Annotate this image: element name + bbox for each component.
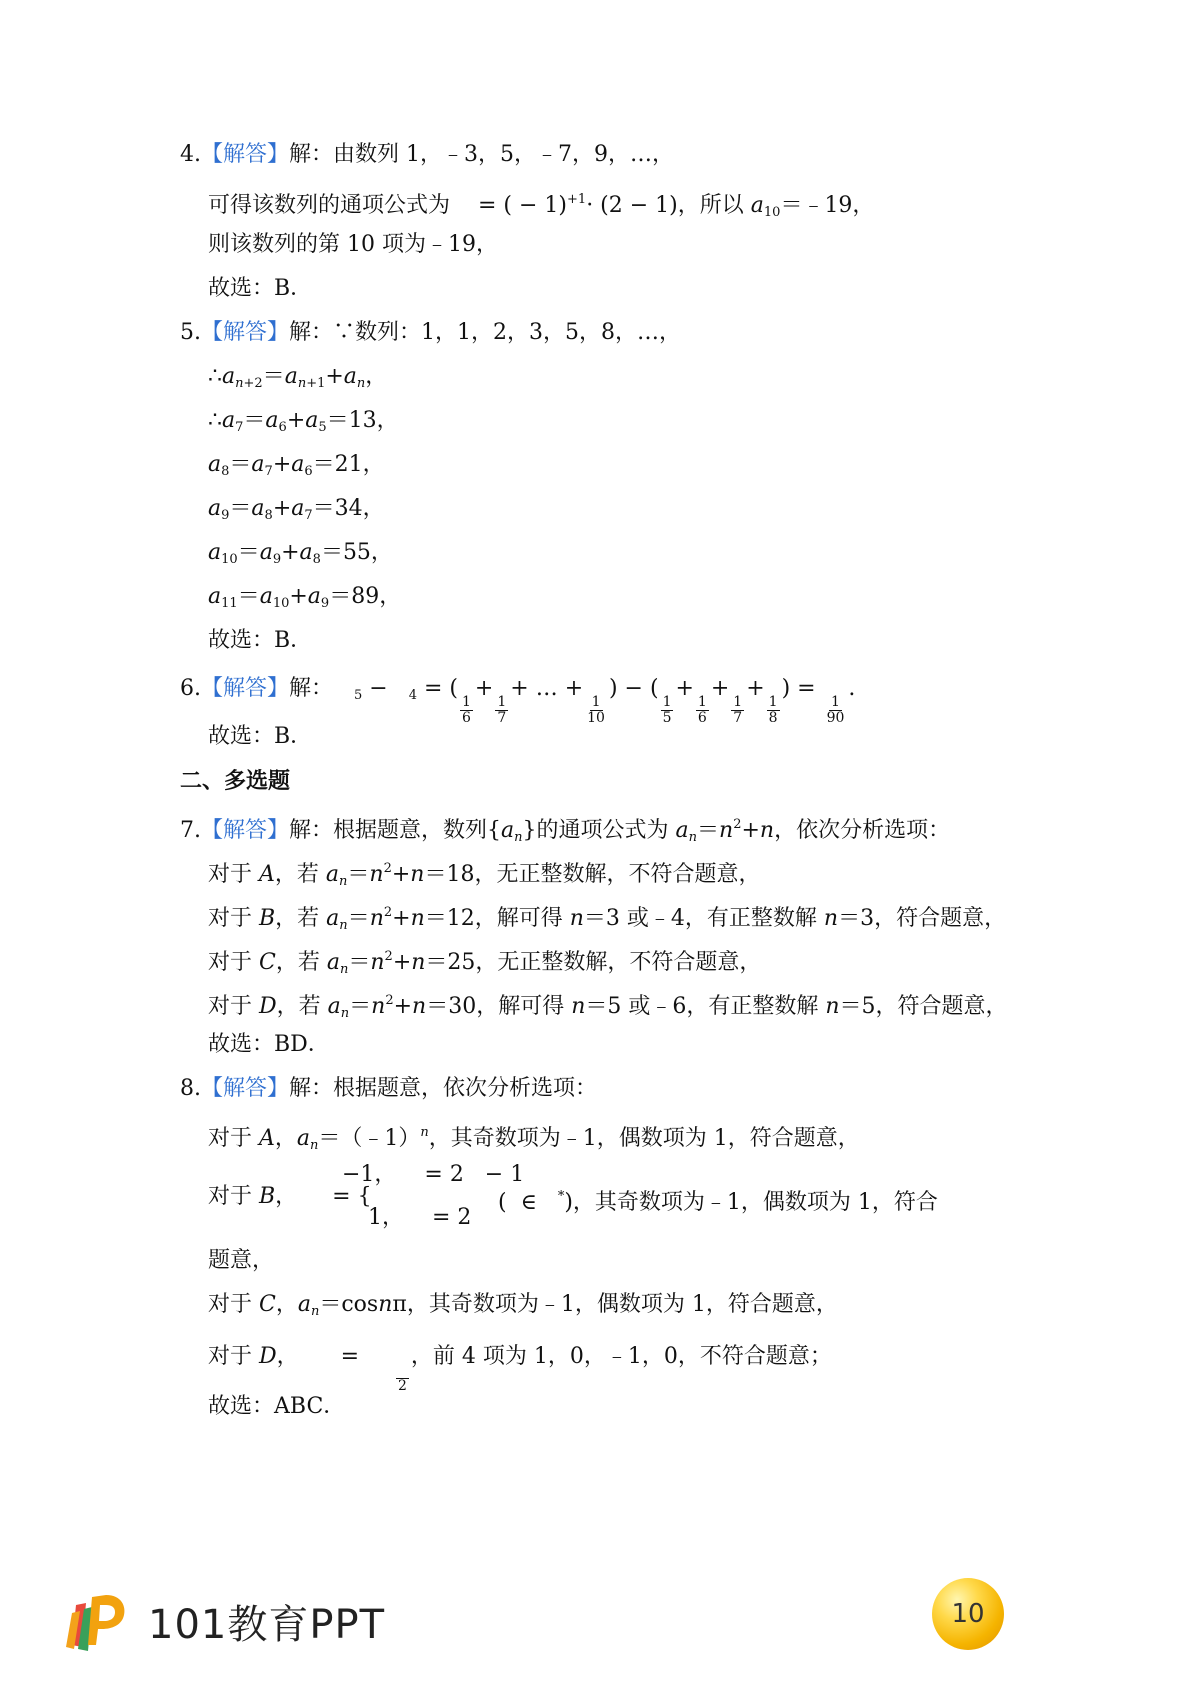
- q5-line-6: $a_{10}=a_9+a_8=55$，: [208, 540, 393, 567]
- q8-option-b-cont: 题意，: [208, 1248, 275, 1273]
- q4-text-2e: ＝﹣19，: [780, 193, 875, 218]
- q4-text-1: 解：由数列 1，﹣3，5，﹣7，9，…，: [289, 142, 674, 167]
- q8-piece-1: −1， = 2 − 1: [342, 1162, 525, 1187]
- q8-option-b: 对于 B， = {: [208, 1184, 372, 1209]
- brand-logo-icon: [62, 1585, 132, 1655]
- q5-line-2: $\therefore a_{n+2}=a_{n+1}+a_n$，: [208, 364, 388, 391]
- q8-number: 8.: [180, 1076, 201, 1101]
- q8-tag: 【解答】: [201, 1076, 290, 1101]
- q4-tag: 【解答】: [201, 142, 290, 167]
- q7-number: 7.: [180, 818, 201, 843]
- q5-line-3: $\therefore a_7=a_6+a_5=13$，: [208, 408, 399, 435]
- q8-option-a: 对于 A，$a_n=(﹣1)^n$，其奇数项为﹣1，偶数项为 1，符合题意，: [208, 1125, 860, 1153]
- q6-text-1: 解：: [289, 676, 334, 701]
- q6-line-1: 6.【解答】解： $_5$ − $_4$ = ( $\frac{1}{6}$ + $\frac{1}{7}$ + … + $\frac{1}{10}$ ) − ( $\frac{1}{5}$ + $\frac{1}{6}$ + $\frac{1}{7}$ + $\frac{1}{8}$ ) = $\frac{1}{90}$ .: [180, 676, 856, 726]
- q5-line-4: $a_8=a_7+a_6=21$，: [208, 452, 385, 479]
- q8-piece-2: 1， = 2: [368, 1205, 472, 1230]
- q7-tag: 【解答】: [201, 818, 290, 843]
- section-heading: 二、多选题: [180, 768, 291, 794]
- q6-number: 6.: [180, 676, 201, 701]
- q8-answer: 故选：ABC．: [208, 1394, 346, 1419]
- q5-text-1: 解：∵数列：1，1，2，3，5，8，…，: [289, 320, 681, 345]
- q7-option-a: 对于 A，若 $a_n=n^2+n=18$，无正整数解，不符合题意，: [208, 861, 761, 889]
- q5-answer: 故选：B．: [208, 628, 313, 653]
- q5-line-7: $a_{11}=a_{10}+a_9=89$，: [208, 584, 402, 611]
- q8-text-1: 解：根据题意，依次分析选项：: [289, 1076, 598, 1101]
- page-number: 10: [951, 1599, 985, 1629]
- q7-option-b: 对于 B，若 $a_n=n^2+n=12$，解可得 n＝3 或﹣4，有正整数解 n＝3，符合题意，: [208, 905, 1007, 933]
- q5-line-5: $a_9=a_8+a_7=34$，: [208, 496, 385, 523]
- q4-answer: 故选：B．: [208, 276, 313, 301]
- q8-option-b-tail: ( ∈ *)，其奇数项为﹣1，偶数项为 1，符合: [498, 1189, 938, 1215]
- q4-text-2d: · (2 − 1)，所以: [586, 193, 744, 218]
- q4-line-3: 则该数列的第 10 项为﹣19，: [208, 232, 498, 257]
- q5-number: 5.: [180, 320, 201, 345]
- q6-answer: 故选：B．: [208, 724, 313, 749]
- q4-number: 4.: [180, 142, 201, 167]
- q5-tag: 【解答】: [201, 320, 290, 345]
- q7-option-d: 对于 D，若 $a_n=n^2+n=30$，解可得 n＝5 或﹣6，有正整数解 n＝5，符合题意，: [208, 993, 1008, 1021]
- brand-name: 101教育PPT: [148, 1602, 386, 1648]
- q4-line-2: 可得该数列的通项公式为 = ( − 1)$^{+1}$· (2 − 1)，所以 $a_{10}=﹣19$，: [208, 192, 875, 220]
- q4-line-1: [180, 140, 674, 170]
- q8-line-1: [180, 1074, 597, 1104]
- q8-option-c: 对于 C，$a_n=\cos n\pi$，其奇数项为﹣1，偶数项为 1，符合题意，: [208, 1292, 838, 1319]
- q5-line-1: [180, 318, 681, 348]
- q4-text-2b: = ( − 1): [478, 193, 568, 218]
- q4-exponent: +1: [567, 192, 587, 207]
- q8-option-d: 对于 D， = 2 ，前 4 项为 1，0，﹣1，0，不符合题意；: [208, 1344, 832, 1394]
- q4-text-2a: 可得该数列的通项公式为: [208, 193, 451, 218]
- q6-tag: 【解答】: [201, 676, 290, 701]
- q7-option-c: 对于 C，若 $a_n=n^2+n=25$，无正整数解，不符合题意，: [208, 949, 762, 977]
- q7-line-1: 7.【解答】解：根据题意，数列$\{a_n\}$的通项公式为 $a_n=n^2+n$，依次分析选项：: [180, 817, 951, 845]
- q7-answer: 故选：BD．: [208, 1032, 330, 1057]
- page-number-badge: [932, 1578, 1004, 1650]
